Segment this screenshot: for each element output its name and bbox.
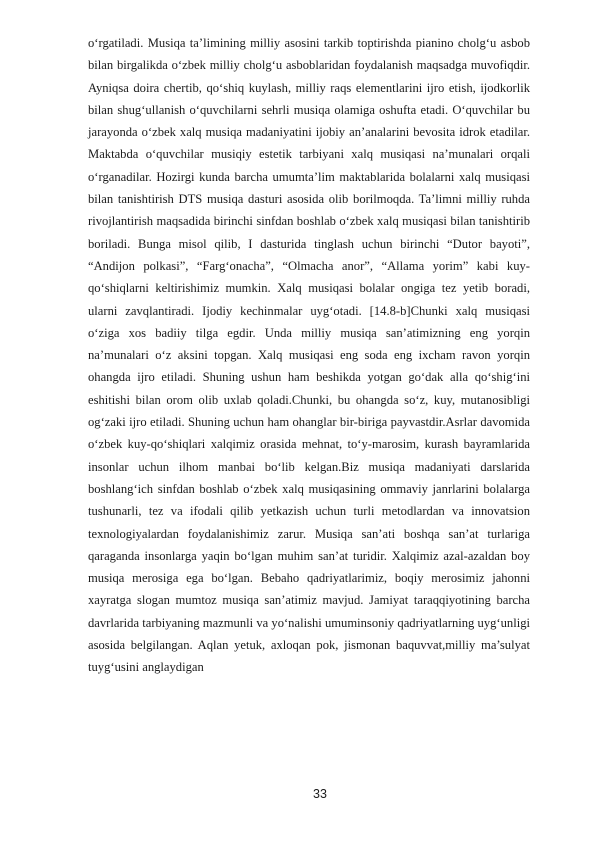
body-paragraph: o‘rgatiladi. Musiqa ta’limining milliy asosini tarkib toptirishda pianino cholg‘u asbob bilan birgalikda o‘zbek milliy cholg‘u asboblaridan foydalanish maqsadga muvofiqdir. Ayniqsa doira chertib, qo‘shiq kuylash, milliy raqs elementlarini ijro etish, ijodkorlik bilan shug‘ullanish o‘quvchilarni sehrli musiqa olamiga oshufta etadi. O‘quvchilar bu jarayonda o‘zbek xalq musiqa madaniyatini ijobiy an’analarini bevosita idrok etadilar. Maktabda o‘quvchilar musiqiy estetik tarbiyani xalq musiqasi na’munalari orqali o‘rganadilar. Hozirgi kunda barcha umumta’lim maktablarida bolalarni xalq musiqasi bilan tanishtirish DTS musiqa dasturi asosida olib borilmoqda. Ta’limni milliy ruhda rivojlantirish maqsadida birinchi sinfdan boshlab o‘zbek xalq musiqasi bilan tanishtirib boriladi. Bunga misol qilib, I dasturida tinglash uchun birinchi “Dutor bayoti”, “Andijon polkasi”, “Farg‘onacha”, “Olmacha anor”, “Allama yorim” kabi kuy-qo‘shiqlarni keltirishimiz mumkin. Xalq musiqasi bolalar ongiga tez yetib boradi, ularni zavqlantiradi. Ijodiy kechinmalar uyg‘otadi. [14.8-b]Chunki xalq musiqasi o‘ziga xos badiiy tilga egdir. Unda milliy musiqa san’atimizning eng yorqin na’munalari o‘z aksini topgan. Xalq musiqasi eng soda eng ixcham ravon yorqin ohangda ijro etiladi. Shuning ushun ham beshikda yotgan go‘dak alla qo‘shig‘ini eshitishi bilan orom olib uxlab qoladi.Chunki, bu ohangda so‘z, kuy, mutanosibligi og‘zaki ijro etiladi. Shuning uchun ham ohanglar bir-biriga payvastdir.Asrlar davomida o‘zbek kuy-qo‘shiqlari xalqimiz orasida mehnat, to‘y-marosim, kurash bayramlarida insonlar uchun ilhom manbai bo‘lib kelgan.Biz musiqa madaniyati darslarida boshlang‘ich sinfdan boshlab o‘zbek xalq musiqasining ommaviy janrlarini bolalarga tushunarli, tez va ifodali qilib yetkazish uchun turli metodlardan va innovatsion texnologiyalardan foydalanishimiz zarur. Musiqa san’ati boshqa san’at turlariga qaraganda insonlarga yaqin bo‘lgan muhim san’at turidir. Xalqimiz azal-azaldan boy musiqa merosiga ega bo‘lgan. Bebaho qadriyatlarimiz, boqiy merosimiz jahonni xayratga slogan mumtoz musiqa san’atimiz mavjud. Jamiyat taraqqiyotining barcha davrlarida tarbiyaning mazmunli va yo‘nalishi umuminsoniy qadriyatlarning uyg‘unligi asosida belgilangan. Aqlan yetuk, axloqan pok, jismonan baquvvat,milliy ma’sulyat tuyg‘usini anglaydigan [88, 36, 530, 675]
page-number: 33 [313, 787, 327, 801]
